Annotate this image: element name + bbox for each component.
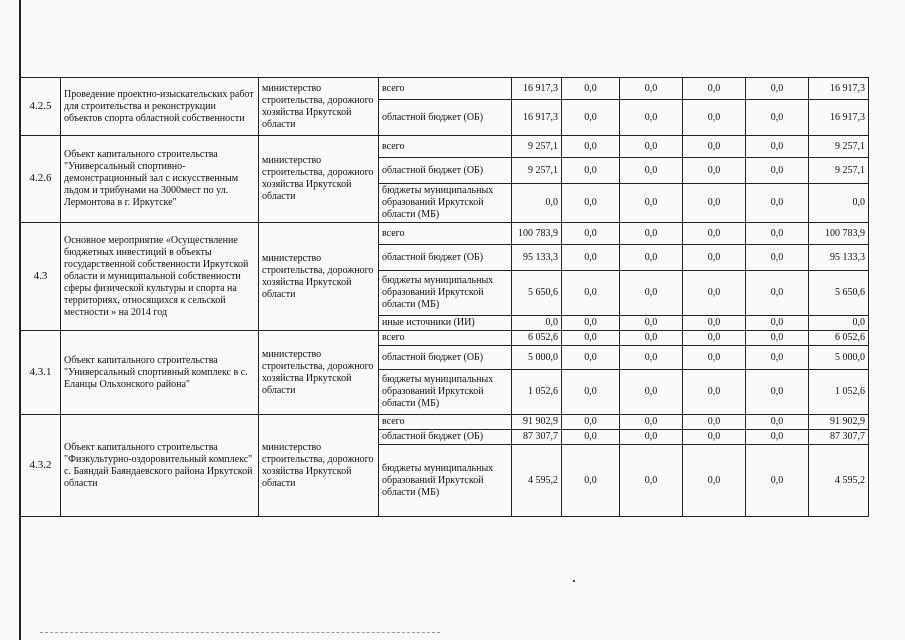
- value-year-3: 0,0: [683, 158, 746, 184]
- funding-source: областной бюджет (ОБ): [379, 158, 512, 184]
- value-year-1: 0,0: [562, 245, 620, 271]
- value-year-1: 0,0: [562, 100, 620, 136]
- value-year-2: 0,0: [620, 78, 683, 100]
- item-code: 4.2.5: [21, 78, 61, 136]
- value-year-2: 0,0: [620, 415, 683, 430]
- value-year-3: 0,0: [683, 78, 746, 100]
- item-code: 4.3.2: [21, 415, 61, 517]
- table-row: [21, 331, 869, 346]
- value-year-3: 0,0: [683, 346, 746, 370]
- value-year-1: 0,0: [562, 346, 620, 370]
- value-year-3: 0,0: [683, 316, 746, 331]
- value-year-4: 0,0: [746, 78, 809, 100]
- value-year-2: 0,0: [620, 245, 683, 271]
- value-year-1: 0,0: [562, 331, 620, 346]
- funding-source: всего: [379, 415, 512, 430]
- value-year-4: 0,0: [746, 415, 809, 430]
- scan-artifact-dot: [573, 580, 575, 582]
- value-year-1: 0,0: [562, 271, 620, 316]
- value-year-3: 0,0: [683, 136, 746, 158]
- value-year-4: 0,0: [746, 271, 809, 316]
- value-year-4: 0,0: [746, 370, 809, 415]
- value-year-3: 0,0: [683, 245, 746, 271]
- value-year-4: 0,0: [746, 136, 809, 158]
- value-sum: 5 650,6: [809, 271, 869, 316]
- value-sum: 4 595,2: [809, 445, 869, 517]
- value-year-2: 0,0: [620, 316, 683, 331]
- value-sum: 0,0: [809, 184, 869, 223]
- value-total: 95 133,3: [512, 245, 562, 271]
- item-code: 4.3.1: [21, 331, 61, 415]
- funding-source: всего: [379, 136, 512, 158]
- value-total: 1 052,6: [512, 370, 562, 415]
- value-total: 5 000,0: [512, 346, 562, 370]
- value-sum: 95 133,3: [809, 245, 869, 271]
- value-year-1: 0,0: [562, 78, 620, 100]
- table-row: [21, 415, 869, 430]
- item-code: 4.3: [21, 223, 61, 331]
- value-year-2: 0,0: [620, 370, 683, 415]
- value-total: 91 902,9: [512, 415, 562, 430]
- value-year-2: 0,0: [620, 136, 683, 158]
- value-total: 5 650,6: [512, 271, 562, 316]
- value-sum: 9 257,1: [809, 136, 869, 158]
- value-year-4: 0,0: [746, 430, 809, 445]
- value-total: 100 783,9: [512, 223, 562, 245]
- value-year-3: 0,0: [683, 415, 746, 430]
- value-year-2: 0,0: [620, 158, 683, 184]
- value-year-3: 0,0: [683, 100, 746, 136]
- item-executor: министерство строительства, дорожного хозяйства Иркутской области: [259, 223, 379, 331]
- value-year-1: 0,0: [562, 136, 620, 158]
- scan-artifact-line: [40, 632, 440, 634]
- value-year-1: 0,0: [562, 430, 620, 445]
- value-year-3: 0,0: [683, 271, 746, 316]
- value-year-2: 0,0: [620, 271, 683, 316]
- value-sum: 87 307,7: [809, 430, 869, 445]
- funding-source: областной бюджет (ОБ): [379, 100, 512, 136]
- item-executor: министерство строительства, дорожного хозяйства Иркутской области: [259, 78, 379, 136]
- value-year-2: 0,0: [620, 331, 683, 346]
- value-year-2: 0,0: [620, 346, 683, 370]
- item-name: Объект капитального строительства "Универсальный спортивно-демонстрационный зал с искусственным льдом и трибунами на 3000мест по ул. Лермонтова в г. Иркутске": [61, 136, 259, 223]
- item-executor: министерство строительства, дорожного хозяйства Иркутской области: [259, 136, 379, 223]
- table-row: [21, 136, 869, 158]
- item-name: Объект капитального строительства "Физкультурно-оздоровительный комплекс" с. Баяндай Баяндаевского района Иркутской области: [61, 415, 259, 517]
- funding-source: бюджеты муниципальных образований Иркутской области (МБ): [379, 370, 512, 415]
- value-total: 9 257,1: [512, 158, 562, 184]
- value-sum: 1 052,6: [809, 370, 869, 415]
- value-year-2: 0,0: [620, 100, 683, 136]
- value-sum: 6 052,6: [809, 331, 869, 346]
- item-name: Основное мероприятие «Осуществление бюджетных инвестиций в объекты государственной собственности Иркутской области и муниципальной собственности сферы физической культуры и спорта на территориях, относящихся к сельской местности » на 2014 год: [61, 223, 259, 331]
- value-year-1: 0,0: [562, 370, 620, 415]
- value-year-1: 0,0: [562, 184, 620, 223]
- value-sum: 16 917,3: [809, 100, 869, 136]
- funding-source: областной бюджет (ОБ): [379, 245, 512, 271]
- value-year-3: 0,0: [683, 445, 746, 517]
- value-year-3: 0,0: [683, 184, 746, 223]
- value-year-4: 0,0: [746, 245, 809, 271]
- value-total: 9 257,1: [512, 136, 562, 158]
- value-sum: 16 917,3: [809, 78, 869, 100]
- item-name: Проведение проектно-изыскательских работ для строительства и реконструкции объектов спорта областной собственности: [61, 78, 259, 136]
- value-year-4: 0,0: [746, 158, 809, 184]
- value-sum: 91 902,9: [809, 415, 869, 430]
- value-total: 87 307,7: [512, 430, 562, 445]
- value-total: 16 917,3: [512, 78, 562, 100]
- funding-source: бюджеты муниципальных образований Иркутской области (МБ): [379, 184, 512, 223]
- funding-source: всего: [379, 78, 512, 100]
- value-year-1: 0,0: [562, 223, 620, 245]
- value-total: 0,0: [512, 184, 562, 223]
- value-year-4: 0,0: [746, 316, 809, 331]
- value-year-4: 0,0: [746, 223, 809, 245]
- value-sum: 5 000,0: [809, 346, 869, 370]
- value-year-2: 0,0: [620, 445, 683, 517]
- item-code: 4.2.6: [21, 136, 61, 223]
- value-year-1: 0,0: [562, 158, 620, 184]
- value-sum: 0,0: [809, 316, 869, 331]
- value-year-1: 0,0: [562, 316, 620, 331]
- value-year-2: 0,0: [620, 430, 683, 445]
- value-total: 4 595,2: [512, 445, 562, 517]
- value-year-2: 0,0: [620, 223, 683, 245]
- value-year-2: 0,0: [620, 184, 683, 223]
- value-total: 0,0: [512, 316, 562, 331]
- table-row: [21, 223, 869, 245]
- value-total: 16 917,3: [512, 100, 562, 136]
- funding-source: бюджеты муниципальных образований Иркутской области (МБ): [379, 271, 512, 316]
- value-year-4: 0,0: [746, 100, 809, 136]
- budget-table: [20, 77, 869, 517]
- item-executor: министерство строительства, дорожного хозяйства Иркутской области: [259, 415, 379, 517]
- value-year-3: 0,0: [683, 223, 746, 245]
- value-total: 6 052,6: [512, 331, 562, 346]
- value-year-3: 0,0: [683, 430, 746, 445]
- value-year-1: 0,0: [562, 445, 620, 517]
- funding-source: бюджеты муниципальных образований Иркутской области (МБ): [379, 445, 512, 517]
- value-sum: 9 257,1: [809, 158, 869, 184]
- item-name: Объект капитального строительства "Универсальный спортивный комплекс в с. Еланцы Ольхонского района": [61, 331, 259, 415]
- funding-source: всего: [379, 223, 512, 245]
- value-year-4: 0,0: [746, 445, 809, 517]
- value-sum: 100 783,9: [809, 223, 869, 245]
- value-year-4: 0,0: [746, 184, 809, 223]
- funding-source: областной бюджет (ОБ): [379, 346, 512, 370]
- funding-source: иные источники (ИИ): [379, 316, 512, 331]
- value-year-1: 0,0: [562, 415, 620, 430]
- value-year-3: 0,0: [683, 331, 746, 346]
- value-year-3: 0,0: [683, 370, 746, 415]
- table-row: [21, 78, 869, 100]
- funding-source: всего: [379, 331, 512, 346]
- value-year-4: 0,0: [746, 331, 809, 346]
- item-executor: министерство строительства, дорожного хозяйства Иркутской области: [259, 331, 379, 415]
- funding-source: областной бюджет (ОБ): [379, 430, 512, 445]
- value-year-4: 0,0: [746, 346, 809, 370]
